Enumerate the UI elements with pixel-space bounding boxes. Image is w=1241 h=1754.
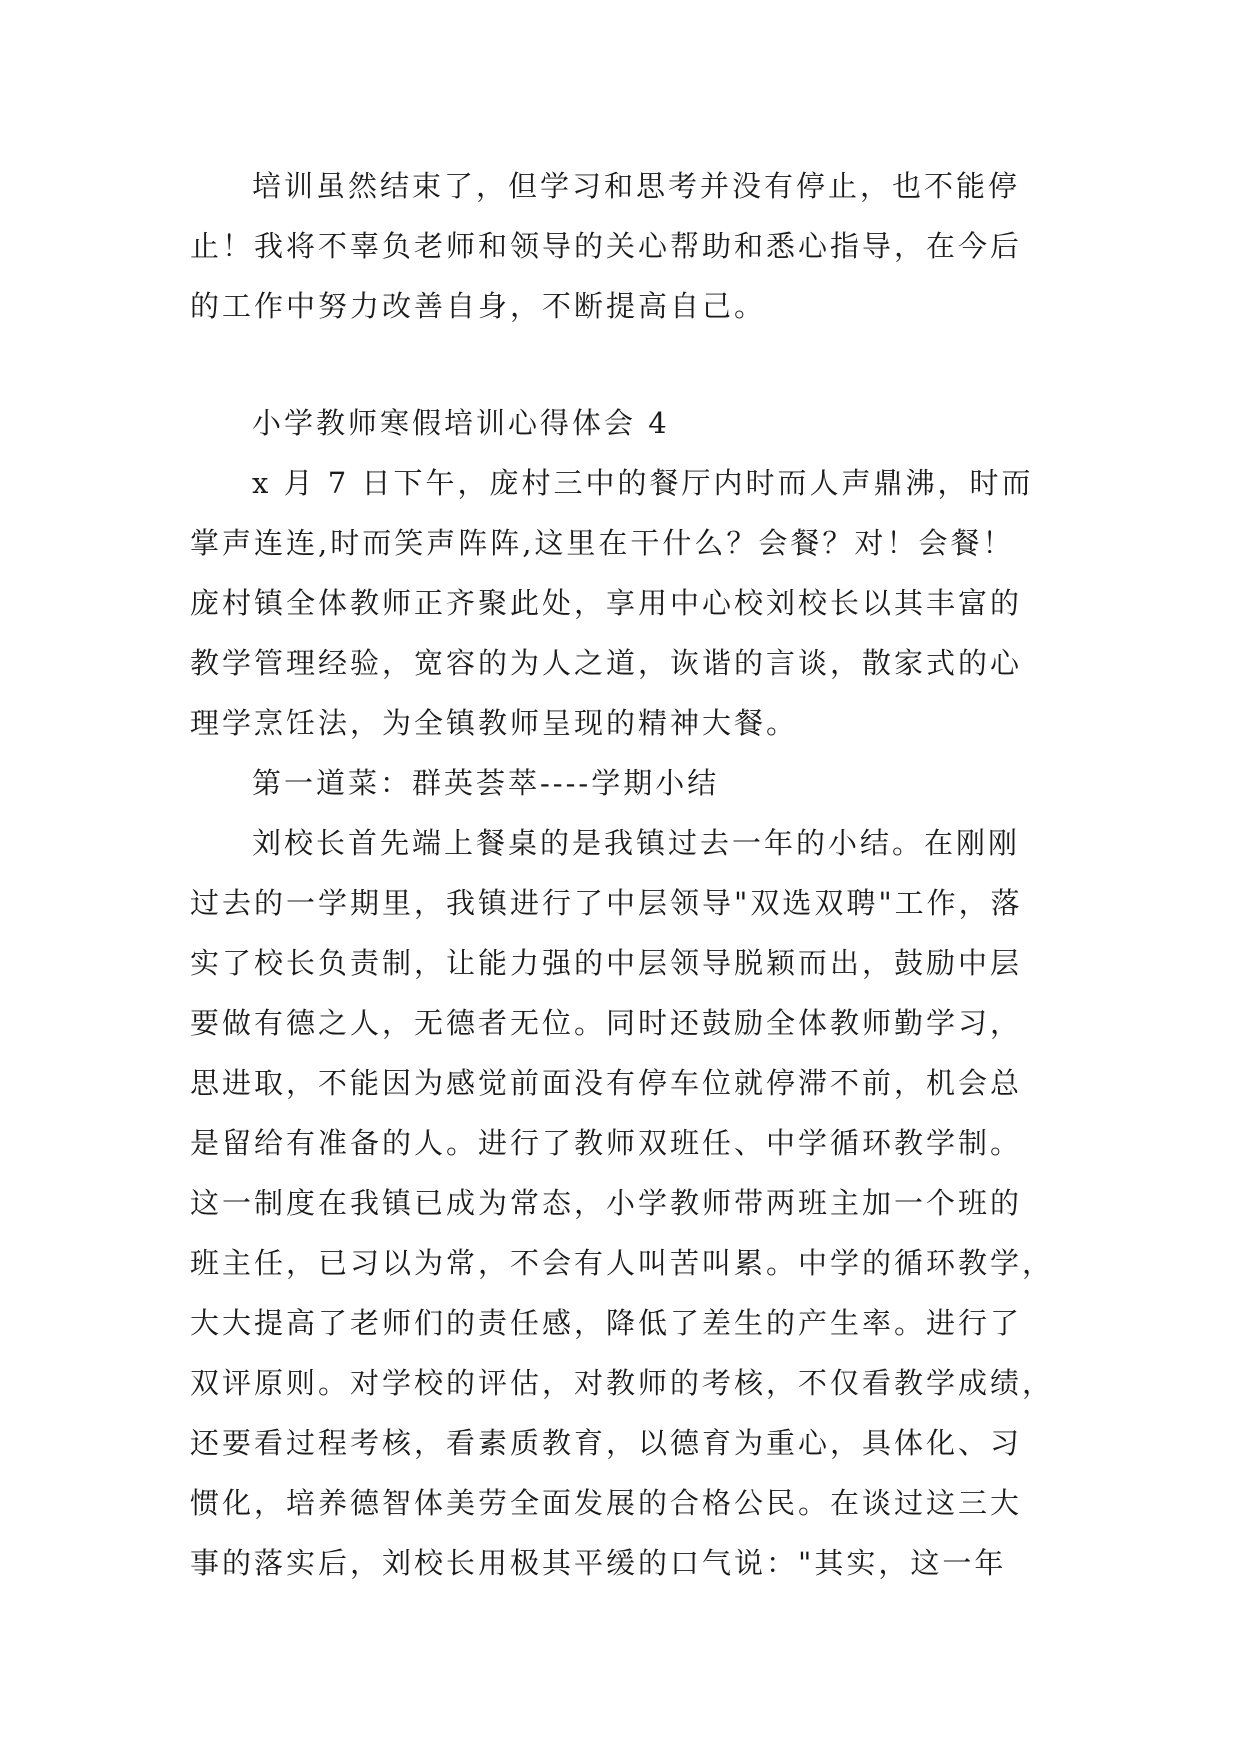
paragraph-3-line-8: 班主任，已习以为常，不会有人叫苦叫累。中学的循环教学， bbox=[190, 1246, 1055, 1280]
paragraph-1-line-2: 止！我将不辜负老师和领导的关心帮助和悉心指导，在今后 bbox=[190, 229, 1023, 263]
paragraph-2-line-3: 庞村镇全体教师正齐聚此处，享用中心校刘校长以其丰富的 bbox=[190, 586, 1023, 620]
paragraph-2-line-5: 理学烹饪法，为全镇教师呈现的精神大餐。 bbox=[190, 706, 799, 740]
paragraph-3-line-7: 这一制度在我镇已成为常态，小学教师带两班主加一个班的 bbox=[190, 1186, 1023, 1220]
paragraph-3-line-9: 大大提高了老师们的责任感，降低了差生的产生率。进行了 bbox=[190, 1306, 1023, 1340]
paragraph-2-line-2: 掌声连连,时而笑声阵阵,这里在干什么？会餐？对！会餐！ bbox=[190, 526, 1015, 560]
paragraph-3-line-3: 实了校长负责制，让能力强的中层领导脱颖而出，鼓励中层 bbox=[190, 946, 1023, 980]
section-heading: 小学教师寒假培训心得体会 4 bbox=[252, 406, 670, 440]
paragraph-3-line-10: 双评原则。对学校的评估，对教师的考核，不仅看教学成绩， bbox=[190, 1366, 1055, 1400]
paragraph-1-line-3: 的工作中努力改善自身，不断提高自己。 bbox=[190, 289, 767, 323]
subsection-heading: 第一道菜：群英荟萃----学期小结 bbox=[252, 766, 720, 800]
paragraph-3-line-13: 事的落实后，刘校长用极其平缓的口气说："其实，这一年 bbox=[190, 1546, 1007, 1580]
paragraph-1-line-1: 培训虽然结束了，但学习和思考并没有停止，也不能停 bbox=[252, 169, 1021, 203]
paragraph-3-line-1: 刘校长首先端上餐桌的是我镇过去一年的小结。在刚刚 bbox=[252, 826, 1021, 860]
paragraph-2-line-4: 教学管理经验，宽容的为人之道，诙谐的言谈，散家式的心 bbox=[190, 646, 1023, 680]
paragraph-3-line-4: 要做有德之人，无德者无位。同时还鼓励全体教师勤学习， bbox=[190, 1006, 1023, 1040]
paragraph-3-line-11: 还要看过程考核，看素质教育，以德育为重心，具体化、习 bbox=[190, 1426, 1023, 1460]
paragraph-3-line-2: 过去的一学期里，我镇进行了中层领导"双选双聘"工作，落 bbox=[190, 886, 1023, 920]
paragraph-3-line-5: 思进取，不能因为感觉前面没有停车位就停滞不前，机会总 bbox=[190, 1066, 1023, 1100]
paragraph-3-line-6: 是留给有准备的人。进行了教师双班任、中学循环教学制。 bbox=[190, 1126, 1023, 1160]
paragraph-3-line-12: 惯化，培养德智体美劳全面发展的合格公民。在谈过这三大 bbox=[190, 1486, 1023, 1520]
paragraph-2-line-1: x 月 7 日下午，庞村三中的餐厅内时而人声鼎沸，时而 bbox=[252, 466, 1034, 500]
